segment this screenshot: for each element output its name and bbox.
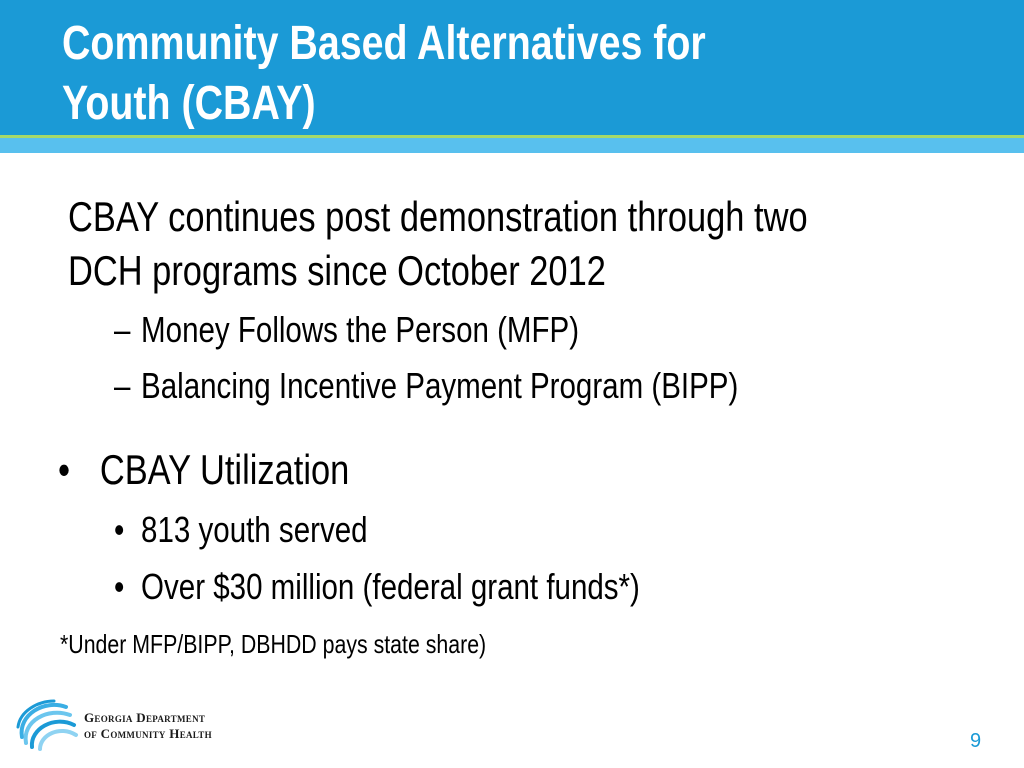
utilization-heading-label: CBAY Utilization [99,446,350,493]
dch-logo-text [84,710,212,742]
page-number: 9 [970,730,982,752]
logo-text-line-1: Georgia Department [84,710,206,725]
bullet-marker: • [58,446,71,493]
slide-title-line-1: Community Based Alternatives for [62,17,706,70]
slide-title-line-2: Youth (CBAY) [62,77,316,130]
utilization-heading [58,444,349,496]
program-item-mfp [114,308,579,352]
dch-logo-icon [14,697,80,753]
utilization-item-funds [114,565,640,609]
dash-marker: – [114,365,131,406]
intro-line-1: CBAY continues post demonstration through two [68,193,808,240]
utilization-item-youth [114,508,368,552]
program-item-label: Balancing Incentive Payment Program (BIPP) [141,365,739,406]
bullet-marker: • [114,566,125,607]
logo-text-line-2: of Community Health [84,726,212,741]
bullet-marker: • [114,509,125,550]
program-item-label: Money Follows the Person (MFP) [141,309,580,350]
utilization-item-label: Over $30 million (federal grant funds*) [141,566,640,607]
dash-marker: – [114,309,131,350]
program-item-bipp [114,364,738,408]
slide-title [62,14,800,134]
title-bar-band [0,138,1024,153]
footnote: *Under MFP/BIPP, DBHDD pays state share) [60,629,487,659]
intro-line-2: DCH programs since October 2012 [68,247,606,294]
intro-paragraph [68,190,808,298]
utilization-item-label: 813 youth served [141,509,368,550]
